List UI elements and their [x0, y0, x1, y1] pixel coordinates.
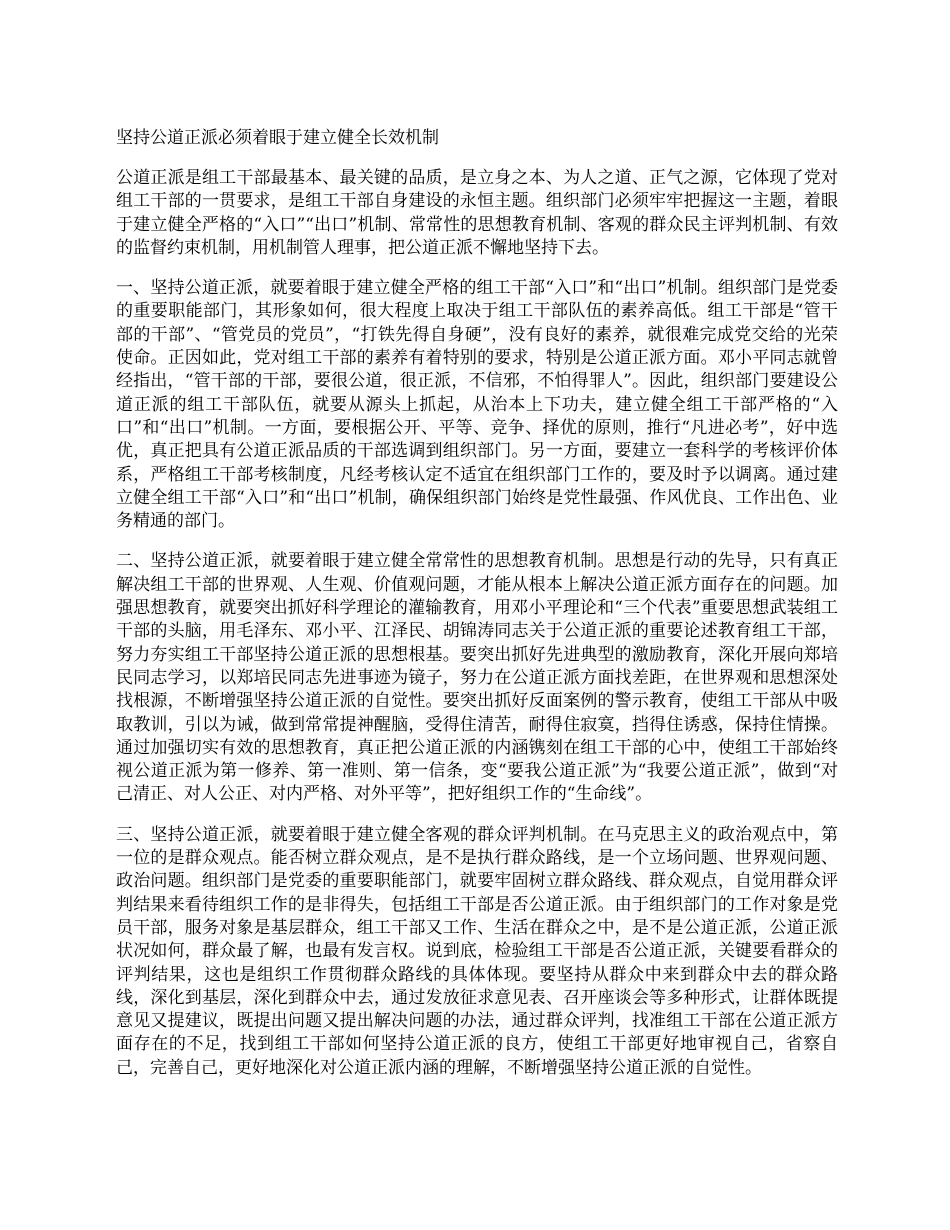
section-two-paragraph: 二、坚持公道正派，就要着眼于建立健全常常性的思想教育机制。思想是行动的先导，只有真正解决组工干部的世界观、人生观、价值观问题，才能从根本上解决公道正派方面存在的问题。加强思想教育，就要突出抓好科学理论的灌输教育，用邓小平理论和“三个代表”重要思想武装组工干部的头脑，用毛泽东、邓小平、江泽民、胡锦涛同志关于公道正派的重要论述教育组工干部，努力夯实组工干部坚持公道正派的思想根基。要突出抓好先进典型的激励教育，深化开展向郑培民同志学习，以郑培民同志先进事迹为镜子，努力在公道正派方面找差距，在世界观和思想深处找根源，不断增强坚持公道正派的自觉性。要突出抓好反面案例的警示教育，使组工干部从中吸取教训，引以为诫，做到常常提神醒脑，受得住清苦，耐得住寂寞，挡得住诱惑，保持住情操。通过加强切实有效的思想教育，真正把公道正派的内涵镌刻在组工干部的心中，使组工干部始终视公道正派为第一修养、第一准则、第一信条，变“要我公道正派”为“我要公道正派”，做到“对己清正、对人公正、对内严格、对外平等”，把好组织工作的“生命线”。	[116, 551, 838, 805]
document-page	[116, 126, 838, 1097]
section-one-paragraph: 一、坚持公道正派，就要着眼于建立健全严格的组工干部“入口”和“出口”机制。组织部门是党委的重要职能部门，其形象如何，很大程度上取决于组工干部队伍的素养高低。组工干部是“管干部的干部”、“管党员的党员”，“打铁先得自身硬”，没有良好的素养，就很难完成党交给的光荣使命。正因如此，党对组工干部的素养有着特别的要求，特别是公道正派方面。邓小平同志就曾经指出，“管干部的干部，要很公道，很正派，不信邪，不怕得罪人”。因此，组织部门要建设公道正派的组工干部队伍，就要从源头上抓起，从治本上下功夫，建立健全组工干部严格的“入口”和“出口”机制。一方面，要根据公开、平等、竞争、择优的原则，推行“凡进必考”，好中选优，真正把具有公道正派品质的干部选调到组织部门。另一方面，要建立一套科学的考核评价体系，严格组工干部考核制度，凡经考核认定不适宜在组织部门工作的，要及时予以调离。通过建立健全组工干部“入口”和“出口”机制，确保组织部门始终是党性最强、作风优良、工作出色、业务精通的部门。	[116, 278, 838, 532]
section-three-paragraph: 三、坚持公道正派，就要着眼于建立健全客观的群众评判机制。在马克思主义的政治观点中，第一位的是群众观点。能否树立群众观点，是不是执行群众路线，是一个立场问题、世界观问题、政治问题。组织部门是党委的重要职能部门，就要牢固树立群众路线、群众观点，自觉用群众评判结果来看待组织工作的是非得失，包括组工干部是否公道正派。由于组织部门的工作对象是党员干部，服务对象是基层群众，组工干部又工作、生活在群众之中，是不是公道正派，公道正派状况如何，群众最了解，也最有发言权。说到底，检验组工干部是否公道正派，关键要看群众的评判结果，这也是组织工作贯彻群众路线的具体体现。要坚持从群众中来到群众中去的群众路线，深化到基层，深化到群众中去，通过发放征求意见表、召开座谈会等多种形式，让群体既提意见又提建议，既提出问题又提出解决问题的办法，通过群众评判，找准组工干部在公道正派方面存在的不足，找到组工干部如何坚持公道正派的良方，使组工干部更好地审视自己，省察自己，完善自己，更好地深化对公道正派内涵的理解，不断增强坚持公道正派的自觉性。	[116, 824, 838, 1078]
intro-paragraph: 公道正派是组工干部最基本、最关键的品质，是立身之本、为人之道、正气之源，它体现了党对组工干部的一贯要求，是组工干部自身建设的永恒主题。组织部门必须牢牢把握这一主题，着眼于建立健全严格的“入口”“出口”机制、常常性的思想教育机制、客观的群众民主评判机制、有效的监督约束机制，用机制管人理事，把公道正派不懈地坚持下去。	[116, 168, 838, 258]
document-title: 坚持公道正派必须着眼于建立健全长效机制	[116, 128, 439, 148]
